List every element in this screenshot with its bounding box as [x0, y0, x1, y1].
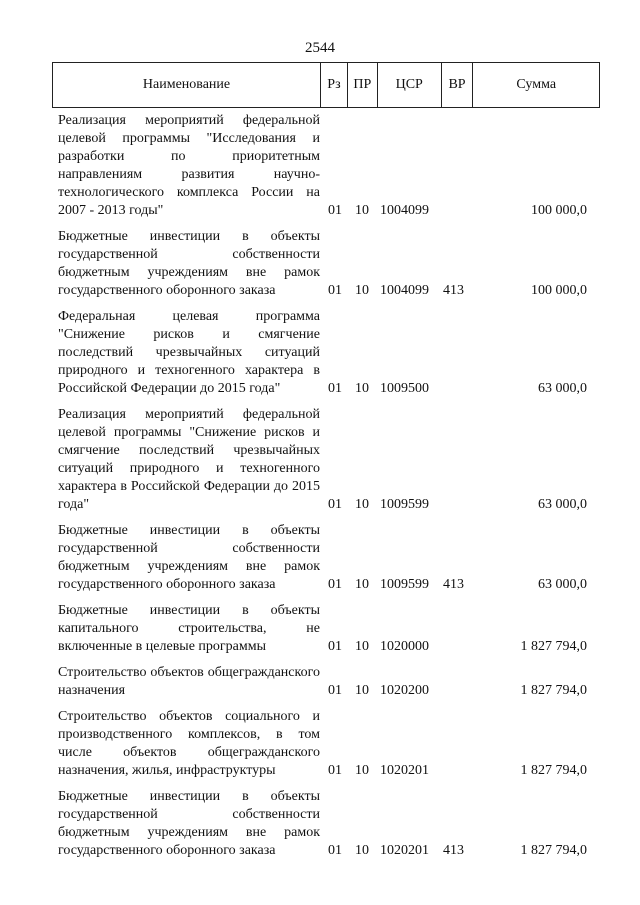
row-csr: 1009599 — [380, 497, 429, 512]
row-pr: 10 — [355, 203, 369, 218]
table-row — [52, 308, 600, 398]
row-name: Бюджетные инвестиции в объекты государственной собственности бюджетным учреждениям вне рамок государственного оборонного заказа — [58, 229, 320, 298]
row-pr: 10 — [355, 381, 369, 396]
row-sum: 63 000,0 — [538, 381, 587, 396]
header-pr: ПР — [347, 63, 377, 107]
row-rz: 01 — [328, 763, 342, 778]
row-name: Бюджетные инвестиции в объекты капитального строительства, не включенные в целевые программы — [58, 603, 320, 654]
header-name: Наименование — [142, 77, 231, 92]
table-row — [52, 228, 600, 300]
row-csr: 1004099 — [380, 283, 429, 298]
row-csr: 1020201 — [380, 763, 429, 778]
row-pr: 10 — [355, 577, 369, 592]
table-row — [52, 112, 600, 220]
row-name: Бюджетные инвестиции в объекты государственной собственности бюджетным учреждениям вне рамок государственного оборонного заказа — [58, 523, 320, 592]
row-name: Строительство объектов общегражданского назначения — [58, 665, 320, 698]
row-csr: 1009599 — [380, 577, 429, 592]
table-row — [52, 708, 600, 780]
row-rz: 01 — [328, 683, 342, 698]
row-csr: 1020200 — [380, 683, 429, 698]
table-body — [52, 112, 600, 868]
table-row — [52, 788, 600, 860]
row-csr: 1009500 — [380, 381, 429, 396]
row-name: Федеральная целевая программа "Снижение рисков и смягчение последствий чрезвычайных ситуаций природного и техногенного характера в Российской Федерации до 2015 года" — [58, 309, 320, 396]
table-row — [52, 664, 600, 700]
row-rz: 01 — [328, 497, 342, 512]
row-sum: 63 000,0 — [538, 497, 587, 512]
row-rz: 01 — [328, 381, 342, 396]
row-rz: 01 — [328, 577, 342, 592]
row-sum: 1 827 794,0 — [520, 843, 587, 858]
table-row — [52, 406, 600, 514]
row-rz: 01 — [328, 283, 342, 298]
header-csr: ЦСР — [377, 63, 441, 107]
row-pr: 10 — [355, 843, 369, 858]
row-sum: 100 000,0 — [531, 283, 587, 298]
row-sum: 63 000,0 — [538, 577, 587, 592]
row-vr: 413 — [443, 843, 464, 858]
row-pr: 10 — [355, 683, 369, 698]
row-name: Реализация мероприятий федеральной целевой программы "Исследования и разработки по приоритетным направлениям развития научно-технологического комплекса России на 2007 - 2013 годы" — [58, 113, 320, 218]
table-row — [52, 602, 600, 656]
row-csr: 1020000 — [380, 639, 429, 654]
page-number: 2544 — [305, 40, 335, 56]
table-row — [52, 522, 600, 594]
row-vr: 413 — [443, 577, 464, 592]
row-sum: 1 827 794,0 — [520, 639, 587, 654]
row-rz: 01 — [328, 639, 342, 654]
row-name: Бюджетные инвестиции в объекты государственной собственности бюджетным учреждениям вне рамок государственного оборонного заказа — [58, 789, 320, 858]
row-pr: 10 — [355, 283, 369, 298]
row-pr: 10 — [355, 639, 369, 654]
row-sum: 1 827 794,0 — [520, 683, 587, 698]
row-sum: 1 827 794,0 — [520, 763, 587, 778]
row-rz: 01 — [328, 203, 342, 218]
header-vr: ВР — [441, 63, 473, 107]
row-pr: 10 — [355, 763, 369, 778]
row-name: Реализация мероприятий федеральной целевой программы "Снижение рисков и смягчение последствий чрезвычайных ситуаций природного и техногенного характера в Российской Федерации до 2015 года" — [58, 407, 320, 512]
row-rz: 01 — [328, 843, 342, 858]
row-name: Строительство объектов социального и производственного комплексов, в том числе объектов общегражданского назначения, жилья, инфраструктуры — [58, 709, 320, 778]
row-csr: 1020201 — [380, 843, 429, 858]
row-vr: 413 — [443, 283, 464, 298]
header-sum: Сумма — [472, 63, 599, 107]
table-header — [52, 62, 600, 108]
row-pr: 10 — [355, 497, 369, 512]
row-sum: 100 000,0 — [531, 203, 587, 218]
header-rz: Рз — [320, 63, 347, 107]
row-csr: 1004099 — [380, 203, 429, 218]
